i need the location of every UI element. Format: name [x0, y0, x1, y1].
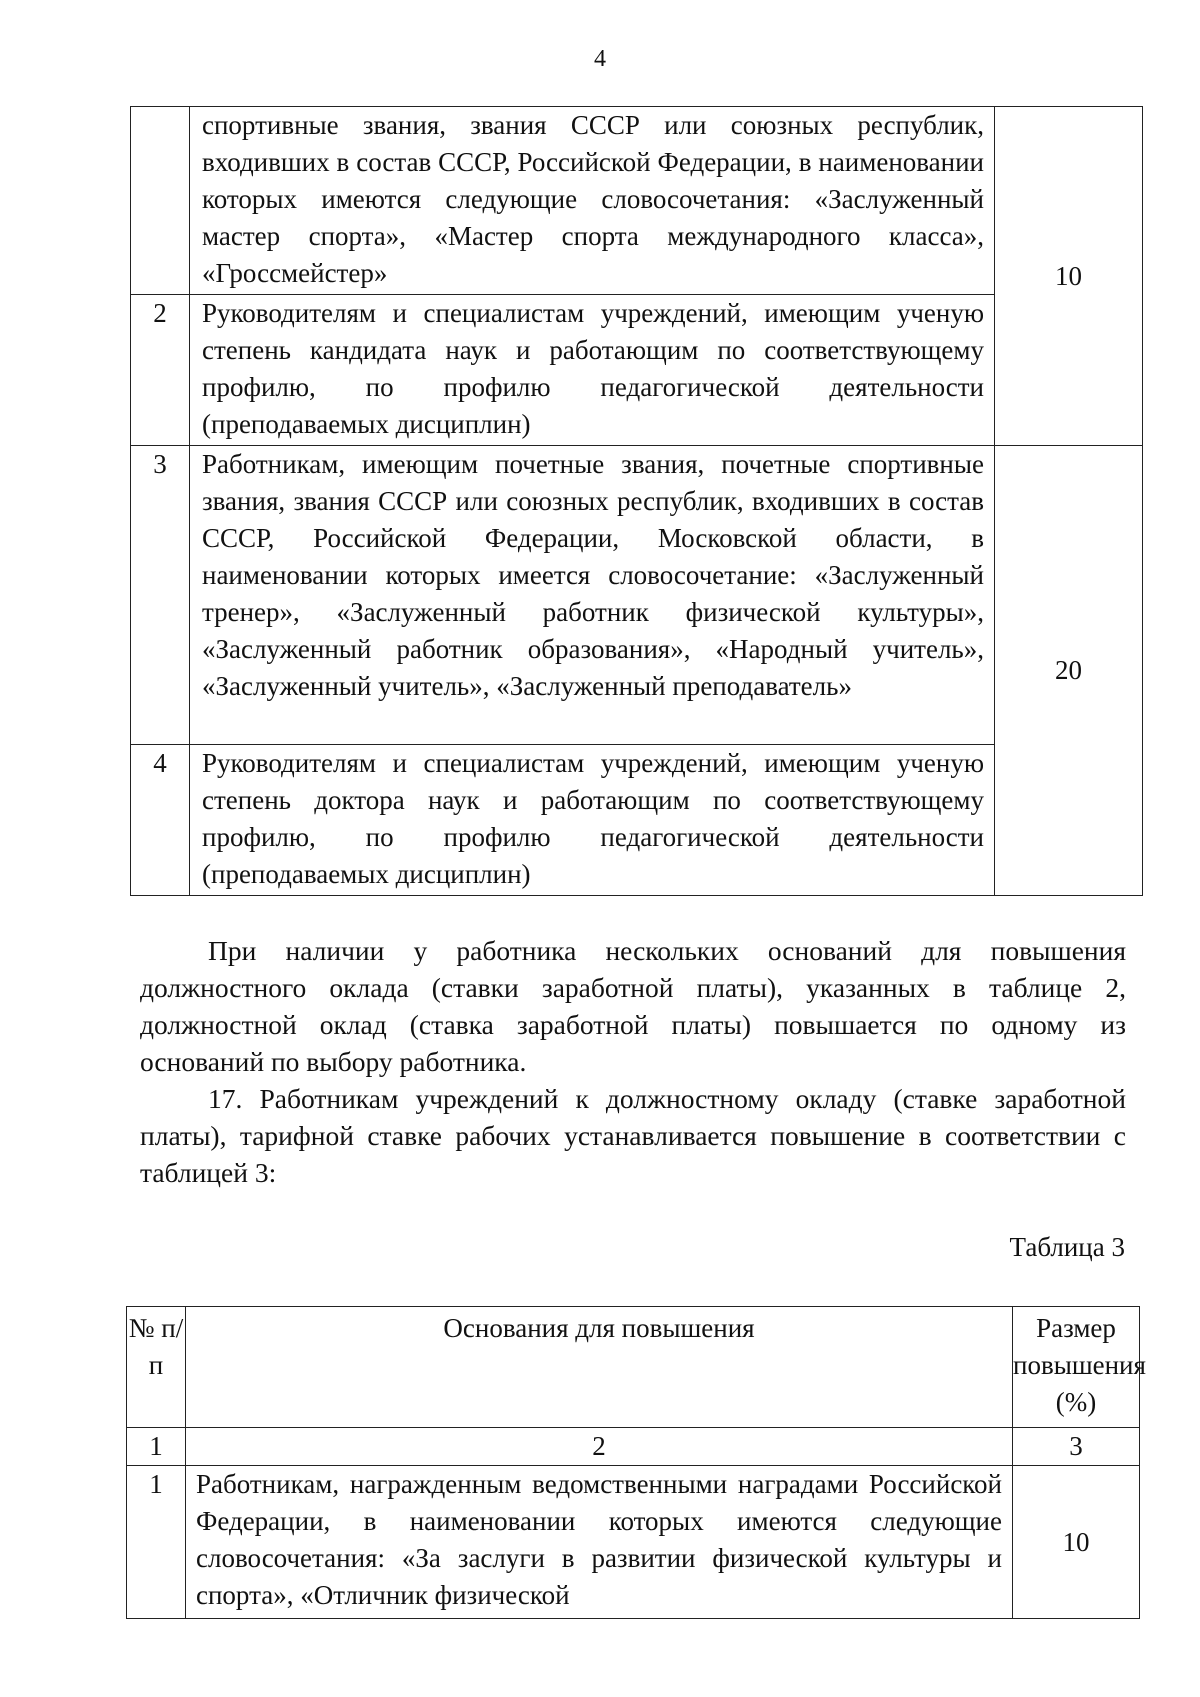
numbering-col-2: 2: [186, 1428, 1013, 1466]
header-grounds: Основания для повышения: [186, 1307, 1013, 1428]
row-text-cell: Работникам, награжденным ведомственными наградами Российской Федерации, в наименовании которых имеются следующие словосочетания: «За заслуги в развитии физической культуры и спорта», «Отличник физической: [186, 1466, 1013, 1619]
paragraph-multiple-grounds: [140, 932, 1126, 1080]
table-row: [131, 745, 1143, 896]
row-text-cell: Руководителям и специалистам учреждений, имеющим ученую степень доктора наук и работающим по соответствующему профилю, по профилю педагогической деятельности (преподаваемых дисциплин): [190, 745, 995, 896]
table-row: [131, 107, 1143, 295]
row-value-cell: 10: [1013, 1466, 1140, 1619]
row-number-cell: 1: [127, 1466, 186, 1619]
paragraph-item-17: [140, 1080, 1126, 1191]
row-text-cell: спортивные звания, звания СССР или союзных республик, входивших в состав СССР, Российской Федерации, в наименовании которых имеются следующие словосочетания: «Заслуженный мастер спорта», «Мастер спорта международного класса», «Гроссмейстер»: [190, 107, 995, 295]
paragraph-text: При наличии у работника нескольких оснований для повышения должностного оклада (ставки заработной платы), указанных в таблице 2, должностной оклад (ставка заработной платы) повышается по одному из оснований по выбору работника.: [140, 935, 1126, 1077]
row-value-cell: 10: [995, 107, 1143, 446]
table-numbering-row: [127, 1428, 1140, 1466]
header-number: № п/п: [127, 1307, 186, 1428]
row-number-cell: 4: [131, 745, 190, 896]
row-number-cell: 3: [131, 446, 190, 745]
row-number-cell: [131, 107, 190, 295]
paragraph-text: 17. Работникам учреждений к должностному окладу (ставке заработной платы), тарифной ставке рабочих устанавливается повышение в соответствии с таблицей 3:: [140, 1083, 1126, 1188]
row-number-cell: 2: [131, 295, 190, 446]
page-number: 4: [594, 46, 606, 72]
row-value-cell: 20: [995, 446, 1143, 896]
table-row: [131, 446, 1143, 745]
row-text-cell: Руководителям и специалистам учреждений, имеющим ученую степень кандидата наук и работающим по соответствующему профилю, по профилю педагогической деятельности (преподаваемых дисциплин): [190, 295, 995, 446]
table-2-continuation: [130, 106, 1143, 896]
header-size: Размер повышения (%): [1013, 1307, 1140, 1428]
table-3-caption: Таблица 3: [1009, 1232, 1125, 1262]
table-row: [131, 295, 1143, 446]
numbering-col-3: 3: [1013, 1428, 1140, 1466]
table-header-row: [127, 1307, 1140, 1428]
row-text-cell: Работникам, имеющим почетные звания, почетные спортивные звания, звания СССР или союзных республик, входивших в состав СССР, Российской Федерации, Московской области, в наименовании которых имеется словосочетание: «Заслуженный тренер», «Заслуженный работник физической культуры», «Заслуженный работник образования», «Народный учитель», «Заслуженный учитель», «Заслуженный преподаватель»: [190, 446, 995, 745]
table-row: [127, 1466, 1140, 1619]
table-3: [126, 1306, 1146, 1619]
numbering-col-1: 1: [127, 1428, 186, 1466]
